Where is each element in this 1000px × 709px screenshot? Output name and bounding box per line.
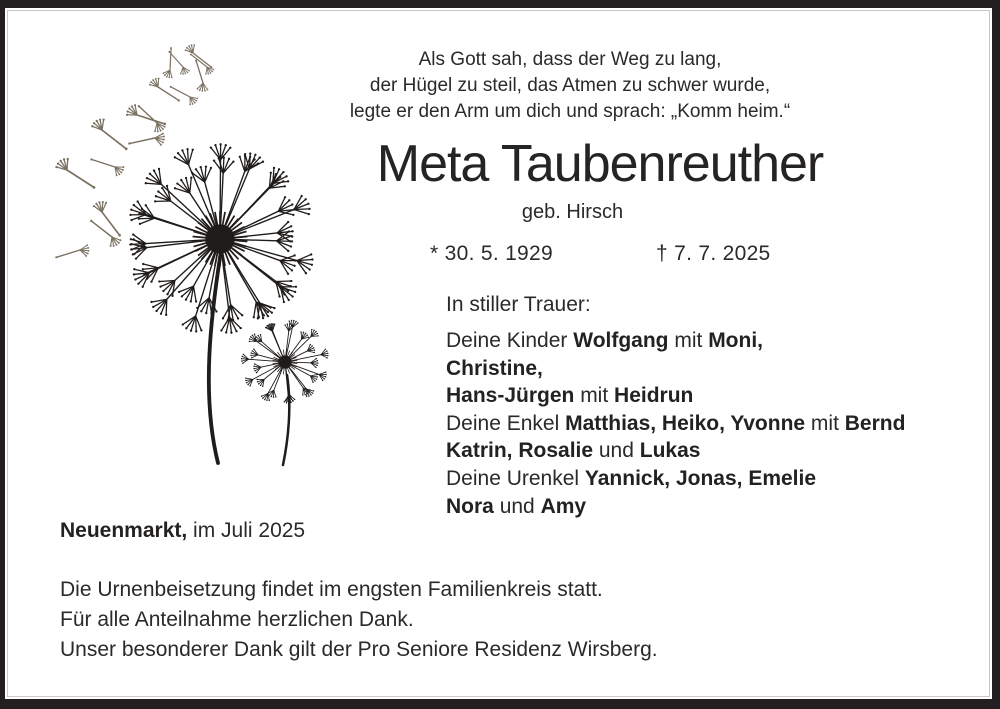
closing-line-3: Unser besonderer Dank gilt der Pro Seniore Residenz Wirsberg. [60, 638, 658, 661]
dandelion-illustration [25, 25, 360, 480]
closing-line-1: Die Urnenbeisetzung findet im engsten Familienkreis statt. [60, 578, 603, 601]
birth-date: * 30. 5. 1929 [430, 242, 553, 265]
deceased-name: Meta Taubenreuther [376, 135, 824, 193]
memorial-poem [320, 47, 820, 125]
closing-text [60, 575, 658, 665]
mourner-line-4: Deine Enkel Matthias, Heiko, Yvonne mit Bernd [446, 411, 906, 435]
mourning-intro: In stiller Trauer: [446, 293, 591, 316]
city-date-line: Neuenmarkt, im Juli 2025 [60, 519, 306, 542]
mourner-line-7: Nora und Amy [446, 494, 587, 518]
mourner-line-2: Christine, [446, 356, 543, 380]
mourner-line-1: Deine Kinder Wolfgang mit Moni, [446, 329, 764, 352]
death-date: † 7. 7. 2025 [656, 242, 771, 265]
mourner-line-5: Katrin, Rosalie und Lukas [446, 439, 701, 463]
mourners-list [446, 327, 905, 520]
poem-line-3: legte er den Arm um dich und sprach: „Komm heim.“ [349, 101, 791, 122]
poem-line-1: Als Gott sah, dass der Weg zu lang, [418, 49, 722, 70]
mourner-line-6: Deine Urenkel Yannick, Jonas, Emelie [446, 466, 817, 490]
poem-line-2: der Hügel zu steil, das Atmen zu schwer wurde, [369, 75, 771, 96]
mourner-line-3: Hans-Jürgen mit Heidrun [446, 384, 694, 408]
maiden-name: geb. Hirsch [521, 201, 624, 223]
closing-line-2: Für alle Anteilnahme herzlichen Dank. [60, 608, 414, 631]
